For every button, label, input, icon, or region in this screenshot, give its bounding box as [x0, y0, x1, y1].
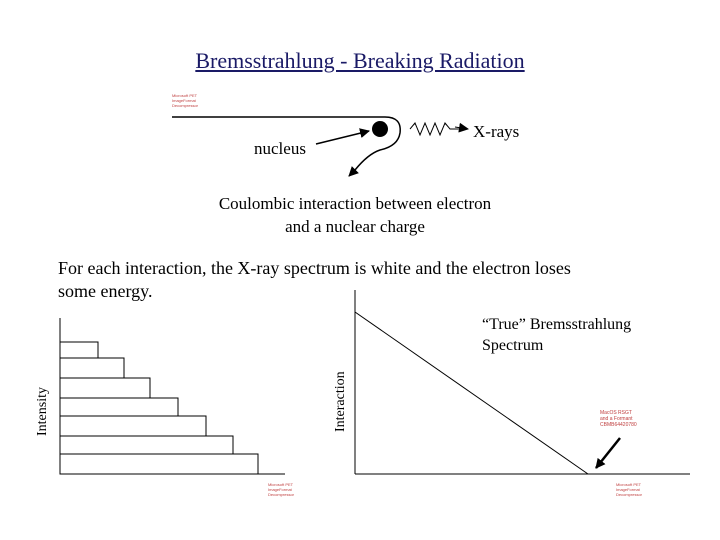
step-bars	[60, 342, 258, 474]
watermark-line: Microsoft PET	[616, 482, 642, 487]
watermark-top	[172, 93, 198, 108]
nucleus-label: nucleus	[254, 139, 306, 158]
step-bar-1	[60, 342, 98, 358]
step-bar-2	[60, 358, 124, 378]
caption-line-1: Coulombic interaction between electron	[218, 194, 492, 213]
nucleus-arrow	[316, 131, 369, 144]
true-spectrum-annotation	[482, 314, 631, 356]
watermark-right	[600, 410, 637, 428]
page-title: Bremsstrahlung - Breaking Radiation	[195, 48, 525, 73]
xray-wave	[410, 123, 462, 135]
electron-path-tip	[349, 170, 355, 176]
step-bar-7	[60, 454, 258, 474]
step-bar-6	[60, 436, 233, 454]
watermark-line: Decompressor	[616, 492, 643, 497]
spectrum-pointer-arrow	[596, 438, 620, 468]
watermark-line: CBMB64420780	[600, 422, 637, 428]
description-line-1: For each interaction, the X-ray spectrum is white and the electron loses	[58, 258, 571, 278]
watermark-bottom-left	[268, 482, 294, 497]
description	[58, 257, 571, 303]
diagram-caption	[160, 192, 550, 238]
watermark-line: Decompressor	[268, 492, 295, 497]
xrays-label: X-rays	[473, 122, 520, 141]
watermark-line: ImageFormat	[268, 487, 292, 492]
intensity-axis-label: Intensity	[35, 387, 50, 436]
step-bar-4	[60, 398, 178, 416]
step-bar-5	[60, 416, 206, 436]
watermark-line: ImageFormat	[172, 98, 196, 103]
watermark-line: and a Formant	[600, 416, 633, 422]
annotation-line-2: Spectrum	[482, 337, 544, 354]
watermark-line: Microsoft PET	[172, 93, 198, 98]
description-line-2: some energy.	[58, 281, 153, 301]
watermark-line: Decompressor	[172, 103, 199, 108]
watermark-line: ImageFormat	[616, 487, 640, 492]
annotation-line-1: “True” Bremsstrahlung	[482, 316, 632, 333]
watermark-line: Microsoft PET	[268, 482, 294, 487]
step-bar-3	[60, 378, 150, 398]
watermark-bottom-right	[616, 482, 642, 497]
caption-line-2: and a nuclear charge	[285, 217, 425, 236]
nucleus-dot	[372, 121, 388, 137]
watermark-line: MacOS RSGT	[600, 410, 632, 416]
interaction-axis-label: Interaction	[333, 371, 348, 432]
